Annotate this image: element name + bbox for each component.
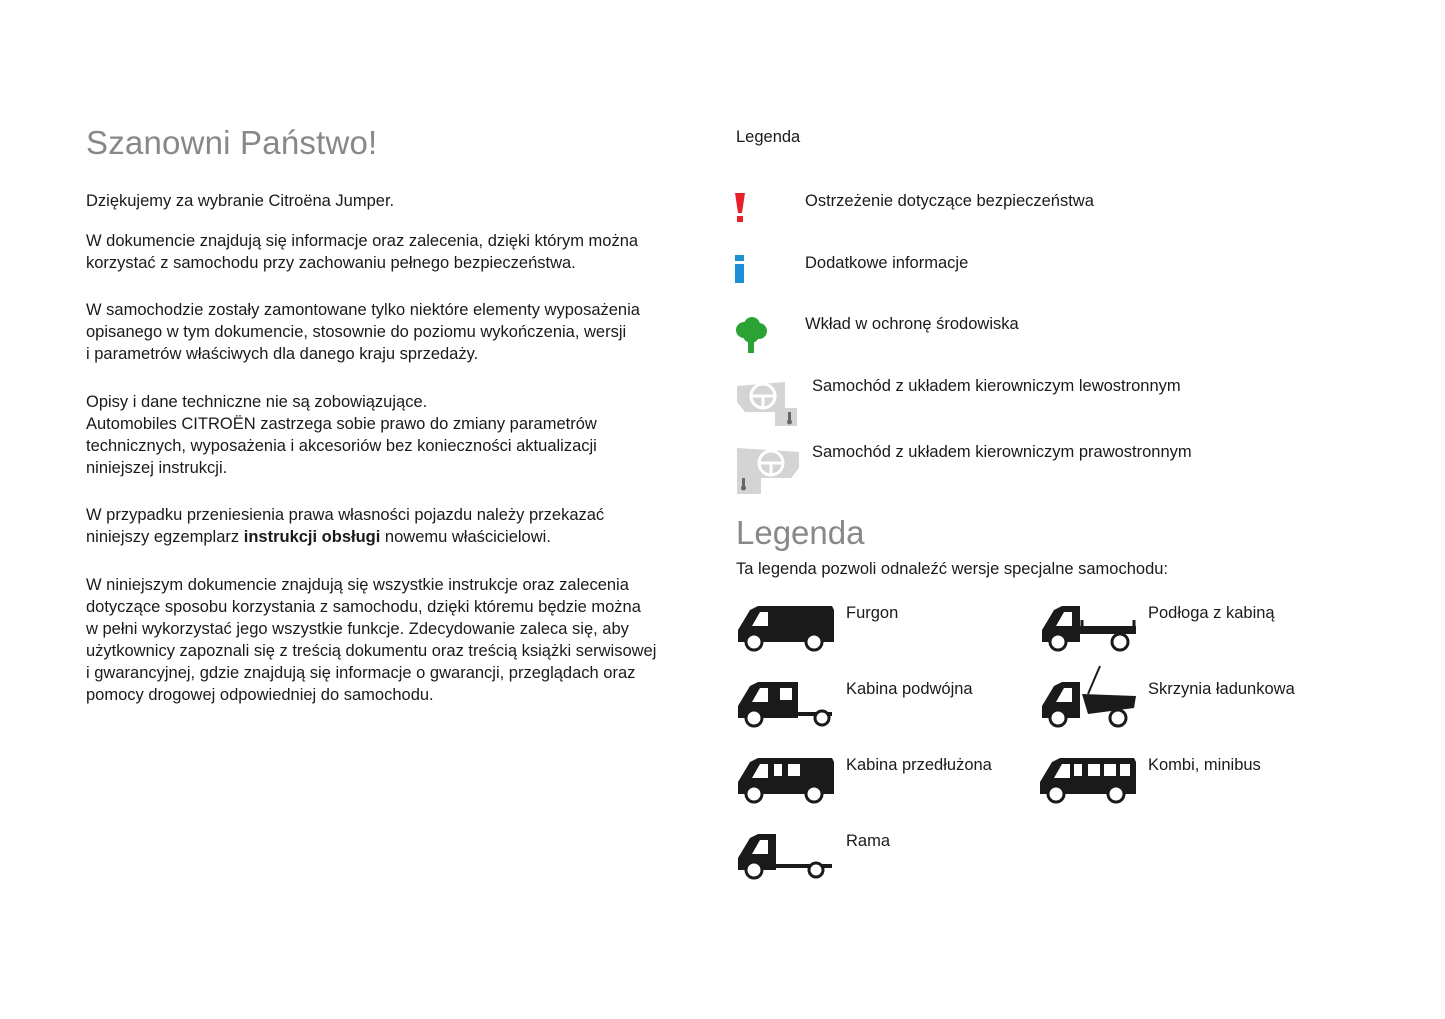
paragraph-equipment <box>86 299 686 365</box>
vehicle-label-van: Furgon <box>846 604 899 622</box>
paragraph-line: Opisy i dane techniczne nie są zobowiązujące. <box>86 393 428 411</box>
vehicle-label-double-cab: Kabina podwójna <box>846 680 973 698</box>
info-icon <box>733 255 747 283</box>
van-icon <box>736 600 836 654</box>
paragraph-line: użytkownicy zapoznali się z treścią dokumentu oraz treścią książki serwisowej <box>86 642 657 660</box>
vehicle-label-platform-cab: Podłoga z kabiną <box>1148 604 1275 622</box>
vehicle-label-tipper: Skrzynia ładunkowa <box>1148 680 1295 698</box>
paragraph-line: technicznych, wyposażenia i akcesoriów bez konieczności aktualizacji <box>86 437 597 455</box>
crew-van-icon <box>736 752 836 806</box>
paragraph-line: niniejszej instrukcji. <box>86 459 228 477</box>
paragraph-line: W samochodzie zostały zamontowane tylko niektóre elementy wyposażenia <box>86 301 640 319</box>
paragraph-ownership <box>86 504 686 548</box>
paragraph-line: dotyczące sposobu korzystania z samochodu, dzięki któremu będzie można <box>86 598 641 616</box>
vehicle-label-minibus: Kombi, minibus <box>1148 756 1261 774</box>
chassis-cab-icon <box>736 828 836 882</box>
tree-icon <box>733 316 769 354</box>
legend-item-lhd: Samochód z układem kierowniczym lewostronnym <box>812 377 1181 395</box>
lhd-steering-icon <box>735 378 801 430</box>
rhd-steering-icon <box>735 444 801 496</box>
tipper-icon <box>1038 664 1142 730</box>
manual-name-bold: instrukcji obsługi <box>243 528 381 546</box>
legend-item-rhd: Samochód z układem kierowniczym prawostronnym <box>812 443 1192 461</box>
text-span: nowemu właścicielowi. <box>380 528 551 546</box>
paragraph-usage <box>86 574 706 706</box>
legend-item-environment: Wkład w ochronę środowiska <box>805 315 1019 333</box>
paragraph-line: i gwarancyjnej, gdzie znajdują się informacje o gwarancji, przeglądach oraz <box>86 664 636 682</box>
double-cab-icon <box>736 676 836 730</box>
paragraph-line: W dokumencie znajdują się informacje oraz zalecenia, dzięki którym można <box>86 232 639 250</box>
paragraph-line: pomocy drogowej odpowiedniej do samochodu. <box>86 686 434 704</box>
paragraph-line: opisanego w tym dokumencie, stosownie do poziomu wykończenia, wersji <box>86 323 627 341</box>
paragraph-line <box>86 526 686 548</box>
platform-cab-icon <box>1040 600 1140 654</box>
intro-paragraph: Dziękujemy za wybranie Citroëna Jumper. <box>86 192 395 210</box>
paragraph-line: i parametrów właściwych dla danego kraju sprzedaży. <box>86 345 479 363</box>
vehicle-label-crew-van: Kabina przedłużona <box>846 756 992 774</box>
paragraph-line: Automobiles CITROËN zastrzega sobie prawo do zmiany parametrów <box>86 415 597 433</box>
paragraph-line: W niniejszym dokumencie znajdują się wszystkie instrukcje oraz zalecenia <box>86 576 629 594</box>
text-span: niniejszy egzemplarz <box>86 528 244 546</box>
paragraph-line: korzystać z samochodu przy zachowaniu pełnego bezpieczeństwa. <box>86 254 576 272</box>
paragraph-line: w pełni wykorzystać jego wszystkie funkcje. Zdecydowanie zaleca się, aby <box>86 620 629 638</box>
legend-item-warning: Ostrzeżenie dotyczące bezpieczeństwa <box>805 192 1094 210</box>
minibus-icon <box>1038 752 1138 806</box>
legend-heading: Legenda <box>736 128 801 146</box>
paragraph-info <box>86 230 686 274</box>
page-title: Szanowni Państwo! <box>86 124 378 161</box>
legend-intro: Ta legenda pozwoli odnaleźć wersje specjalne samochodu: <box>736 560 1169 578</box>
paragraph-line: W przypadku przeniesienia prawa własności pojazdu należy przekazać <box>86 506 605 524</box>
warning-icon <box>733 193 747 223</box>
paragraph-specs <box>86 391 686 479</box>
legend-item-info: Dodatkowe informacje <box>805 254 969 272</box>
vehicle-label-chassis-cab: Rama <box>846 832 891 850</box>
legend-title: Legenda <box>736 514 865 551</box>
